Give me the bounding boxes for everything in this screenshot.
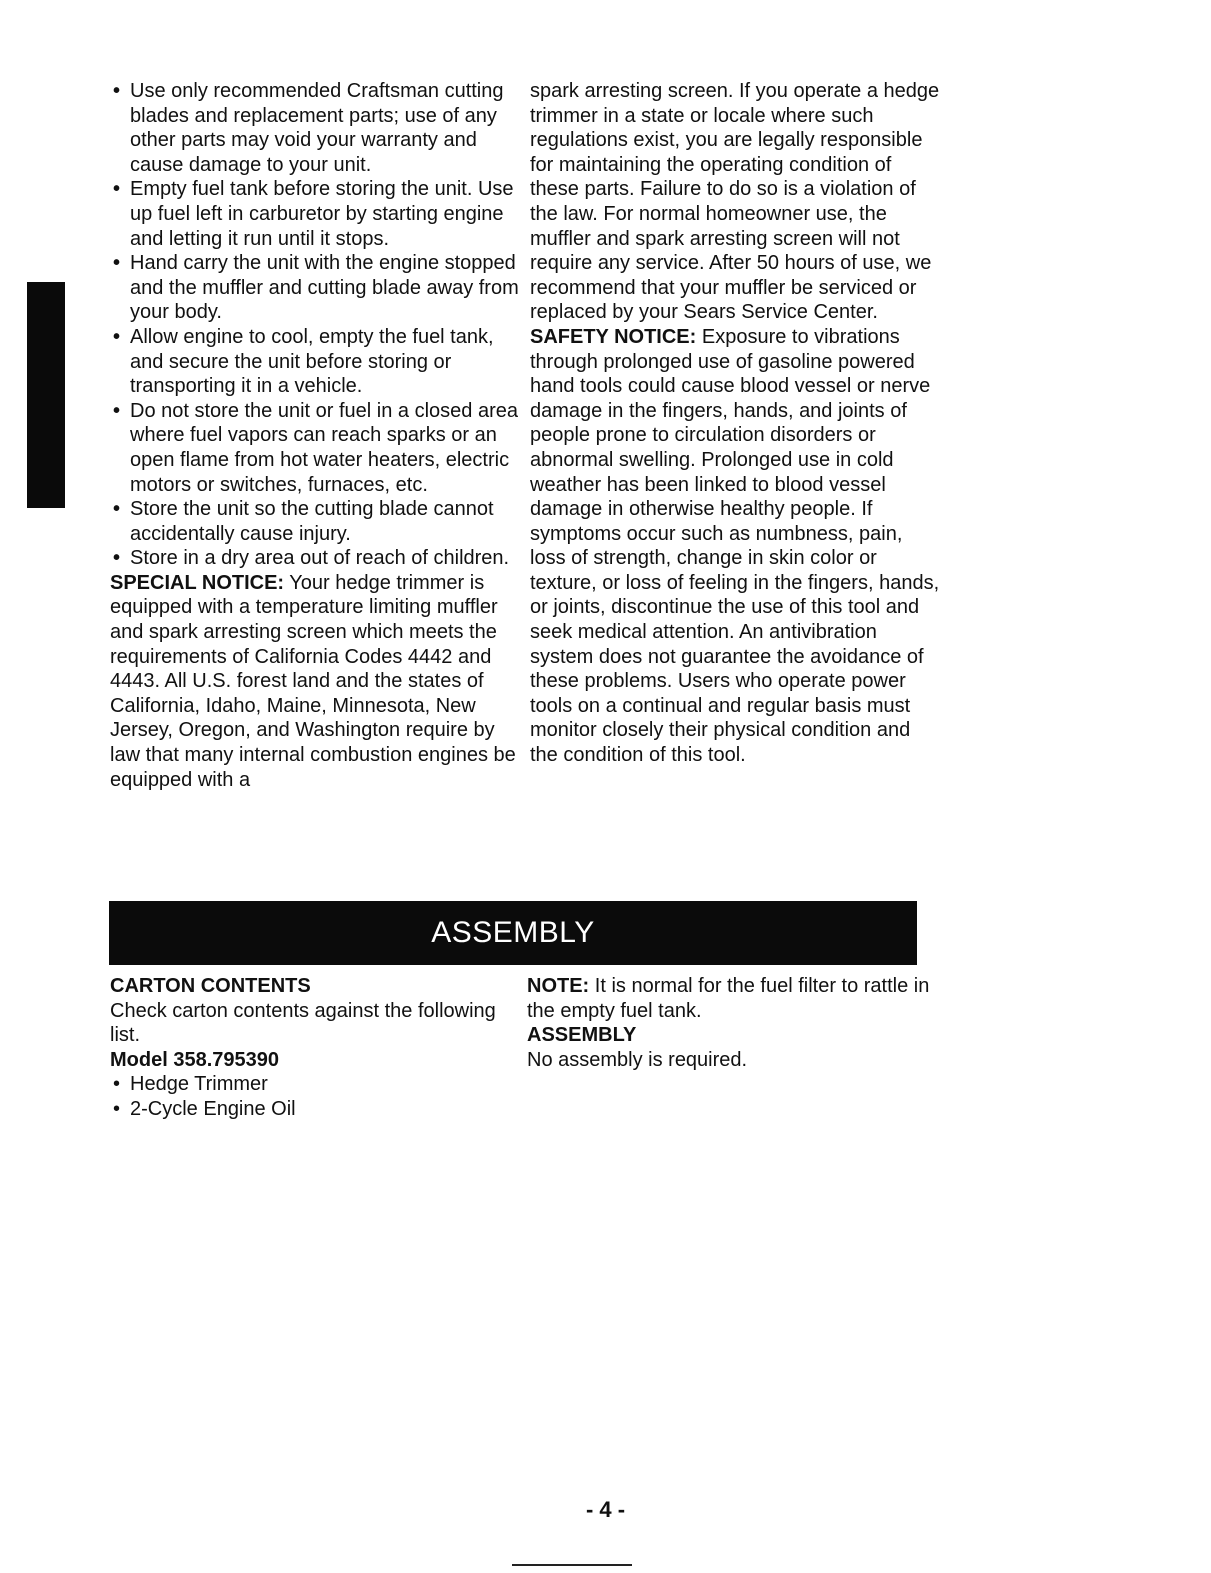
left-column: [110, 79, 520, 792]
spark-arrester-paragraph: spark arresting screen. If you operate a hedge trimmer in a state or locale where such regulations exist, you are legally responsible for maintaining the operating condition of these parts. Failure to do so is a violation of the law. For normal homeowner use, the muffler and spark arresting screen will not require any service. After 50 hours of use, we recommend that your muffler be serviced or replaced by your Sears Service Center.: [530, 80, 940, 324]
assembly-heading: ASSEMBLY: [527, 1024, 637, 1047]
list-item-text: Store the unit so the cutting blade cannot accidentally cause injury.: [130, 498, 494, 545]
model-number: Model 358.795390: [110, 1048, 279, 1071]
bullet-icon: •: [113, 252, 121, 275]
bullet-icon: •: [113, 1097, 121, 1120]
list-item-text: Empty fuel tank before storing the unit. Use up fuel left in carburetor by starting engine and letting it run until it stops.: [130, 178, 514, 250]
list-item-text: Hand carry the unit with the engine stopped and the muffler and cutting blade away from your body.: [130, 252, 519, 324]
safety-bullet-list: [110, 79, 520, 571]
note-label: NOTE:: [527, 975, 590, 997]
list-item-text: Do not store the unit or fuel in a closed area where fuel vapors can reach sparks or an open flame from hot water heaters, electric motors or switches, furnaces, etc.: [130, 399, 519, 496]
list-item: [110, 325, 520, 399]
special-notice-text: Your hedge trimmer is equipped with a temperature limiting muffler and spark arresting screen which meets the requirements of California Codes 4442 and 4443. All U.S. forest land and the states of California, Idaho, Maine, Minnesota, New Jersey, Oregon, and Washington require by law that many internal combustion engines be equipped with a: [110, 571, 516, 791]
list-item: [110, 79, 520, 177]
list-item: [110, 251, 520, 325]
list-item: [110, 497, 520, 546]
carton-contents-heading: CARTON CONTENTS: [110, 975, 311, 997]
safety-notice-text: Exposure to vibrations through prolonged use of gasoline powered hand tools could cause blood vessel or nerve damage in the fingers, hands, and joints of people prone to circulation disorders or abnormal swelling. Prolonged use in cold weather has been linked to blood vessel damage in otherwise healthy people. If symptoms occur such as numbness, pain, loss of strength, change in skin color or texture, or loss of feeling in the fingers, hands, or joints, discontinue the use of this tool and seek medical attention. An antivibration system does not guarantee the avoidance of these problems. Users who operate power tools on a continual and regular basis must monitor closely their physical condition and the condition of this tool.: [530, 325, 940, 767]
list-item-text: Store in a dry area out of reach of children.: [130, 547, 510, 570]
list-item: [110, 177, 520, 251]
assembly-text: No assembly is required.: [527, 1048, 748, 1071]
list-item: [110, 1072, 520, 1097]
bullet-icon: •: [113, 80, 121, 102]
list-item: [110, 399, 520, 497]
assembly-notes-section: [527, 974, 937, 1072]
bullet-icon: •: [113, 547, 121, 570]
section-heading: ASSEMBLY: [431, 916, 595, 949]
safety-notice-paragraph: [530, 325, 940, 768]
bullet-icon: •: [113, 178, 121, 201]
special-notice-label: SPECIAL NOTICE:: [110, 571, 285, 594]
page-number: - 4 -: [585, 1497, 626, 1522]
special-notice-paragraph: [110, 571, 520, 792]
bullet-icon: •: [113, 498, 121, 521]
list-item-text: Allow engine to cool, empty the fuel tank, and secure the unit before storing or transporting it in a vehicle.: [130, 325, 494, 398]
section-tab-marker: [27, 282, 65, 508]
list-item-text: Use only recommended Craftsman cutting blades and replacement parts; use of any other parts may void your warranty and cause damage to your unit.: [130, 80, 504, 176]
list-item-text: Hedge Trimmer: [130, 1073, 268, 1096]
bottom-divider: [512, 1564, 632, 1566]
carton-items-list: [110, 1072, 520, 1121]
carton-contents-section: [110, 974, 520, 1122]
list-item-text: 2-Cycle Engine Oil: [130, 1097, 296, 1120]
safety-notice-label: SAFETY NOTICE:: [530, 325, 697, 348]
carton-contents-intro: Check carton contents against the following list.: [110, 999, 496, 1047]
bullet-icon: •: [113, 1073, 121, 1096]
list-item: [110, 546, 520, 571]
bullet-icon: •: [113, 325, 121, 348]
right-column: [530, 79, 940, 768]
note-paragraph: [527, 974, 937, 1023]
list-item: [110, 1097, 520, 1122]
bullet-icon: •: [113, 399, 121, 422]
section-heading-band: [109, 901, 917, 965]
note-text: It is normal for the fuel filter to rattle in the empty fuel tank.: [527, 975, 930, 1022]
